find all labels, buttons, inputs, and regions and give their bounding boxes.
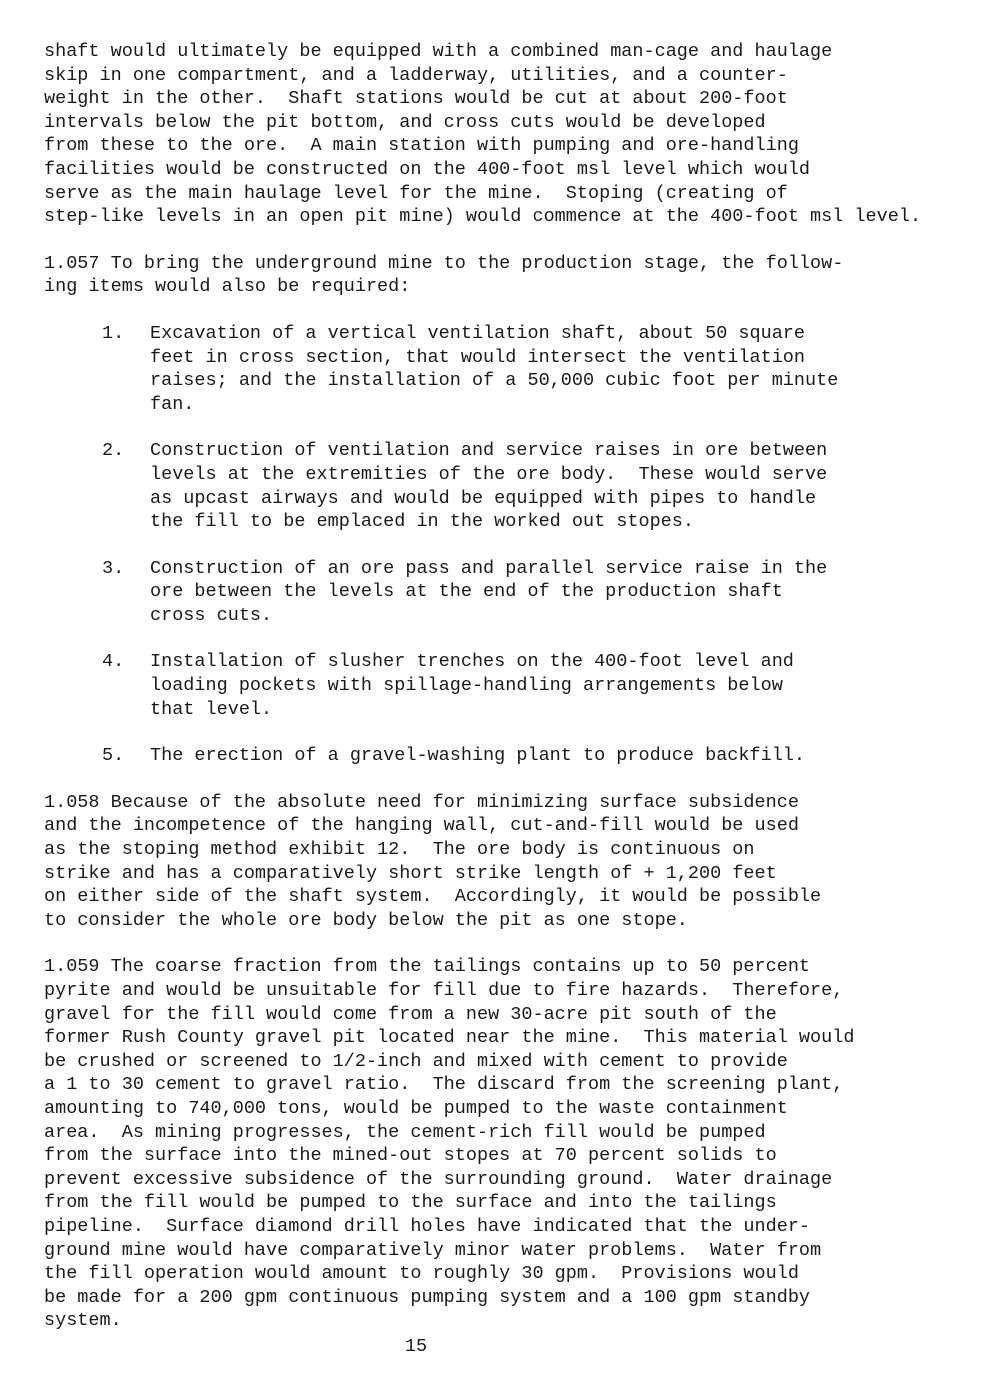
paragraph-intro: shaft would ultimately be equipped with a combined man-cage and haulage skip in one compartment, and a ladderway, utilities, and a counter- weight in the other. Shaft stations would be cut at about 200-foot intervals below the pit bottom, and cross cuts would be developed from these to the ore. A main station with pumping and ore-handling facilities would be constructed on the 400-foot msl level which would serve as the main haulage level for the mine. Stoping (creating of step-like levels in an open pit mine) would commence at the 400-foot msl level. bbox=[44, 41, 922, 228]
paragraph-gap bbox=[44, 416, 974, 439]
paragraph-gap bbox=[44, 932, 974, 955]
paragraph-1-057: 1.057 To bring the underground mine to the production stage, the follow- ing items would also be required: bbox=[44, 252, 844, 298]
list-text: Excavation of a vertical ventilation shaft, about 50 square feet in cross section, that would intersect the ventilation raises; and the installation of a 50,000 cubic foot per minute fan. bbox=[150, 322, 839, 415]
list-text: Installation of slusher trenches on the 400-foot level and loading pockets with spillage-handling arrangements below that level. bbox=[150, 651, 794, 720]
list-item-2 bbox=[102, 439, 974, 533]
list-item-5 bbox=[102, 744, 974, 768]
list-item-4 bbox=[102, 650, 974, 721]
list-number: 5. bbox=[102, 745, 125, 767]
list-item-3 bbox=[102, 557, 974, 628]
list-text: Construction of an ore pass and parallel service raise in the ore between the levels at the end of the production shaft cross cuts. bbox=[150, 557, 828, 626]
list-number: 1. bbox=[102, 322, 125, 344]
list-number: 4. bbox=[102, 651, 125, 673]
paragraph-gap bbox=[44, 721, 974, 744]
paragraph-gap bbox=[44, 229, 974, 252]
page-number: 15 bbox=[404, 1336, 428, 1357]
list-text: The erection of a gravel-washing plant to produce backfill. bbox=[150, 745, 806, 767]
paragraph-gap bbox=[44, 299, 974, 322]
list-text: Construction of ventilation and service raises in ore between levels at the extremities of the ore body. These would serve as upcast airways and would be equipped with pipes to handle the fill to be emplaced in the worked out stopes. bbox=[150, 440, 828, 533]
list-item-1 bbox=[102, 322, 974, 416]
paragraph-gap bbox=[44, 627, 974, 650]
paragraph-1-059: 1.059 The coarse fraction from the tailings contains up to 50 percent pyrite and would be unsuitable for fill due to fire hazards. Therefore, gravel for the fill would come from a new 30-acre pit south of the former Rush County gravel pit located near the mine. This material would be crushed or screened to 1/2-inch and mixed with cement to provide a 1 to 30 cement to gravel ratio. The discard from the screening plant, amounting to 740,000 tons, would be pumped to the waste containment area. As mining progresses, the cement-rich fill would be pumped from the surface into the mined-out stopes at 70 percent solids to prevent excessive subsidence of the surrounding ground. Water drainage from the fill would be pumped to the surface and into the tailings pipeline. Surface diamond drill holes have indicated that the under- ground mine would have comparatively minor water problems. Water from the fill operation would amount to roughly 30 gpm. Provisions would be made for a 200 gpm continuous pumping system and a 100 gpm standby system. bbox=[44, 956, 855, 1332]
paragraph-gap bbox=[44, 768, 974, 791]
list-number: 2. bbox=[102, 440, 125, 462]
paragraph-gap bbox=[44, 534, 974, 557]
document-page bbox=[44, 40, 974, 1333]
list-number: 3. bbox=[102, 557, 125, 579]
paragraph-1-058: 1.058 Because of the absolute need for minimizing surface subsidence and the incompetence of the hanging wall, cut-and-fill would be used as the stoping method exhibit 12. The ore body is continuous on strike and has a comparatively short strike length of + 1,200 feet on either side of the shaft system. Accordingly, it would be possible to consider the whole ore body below the pit as one stope. bbox=[44, 791, 822, 931]
